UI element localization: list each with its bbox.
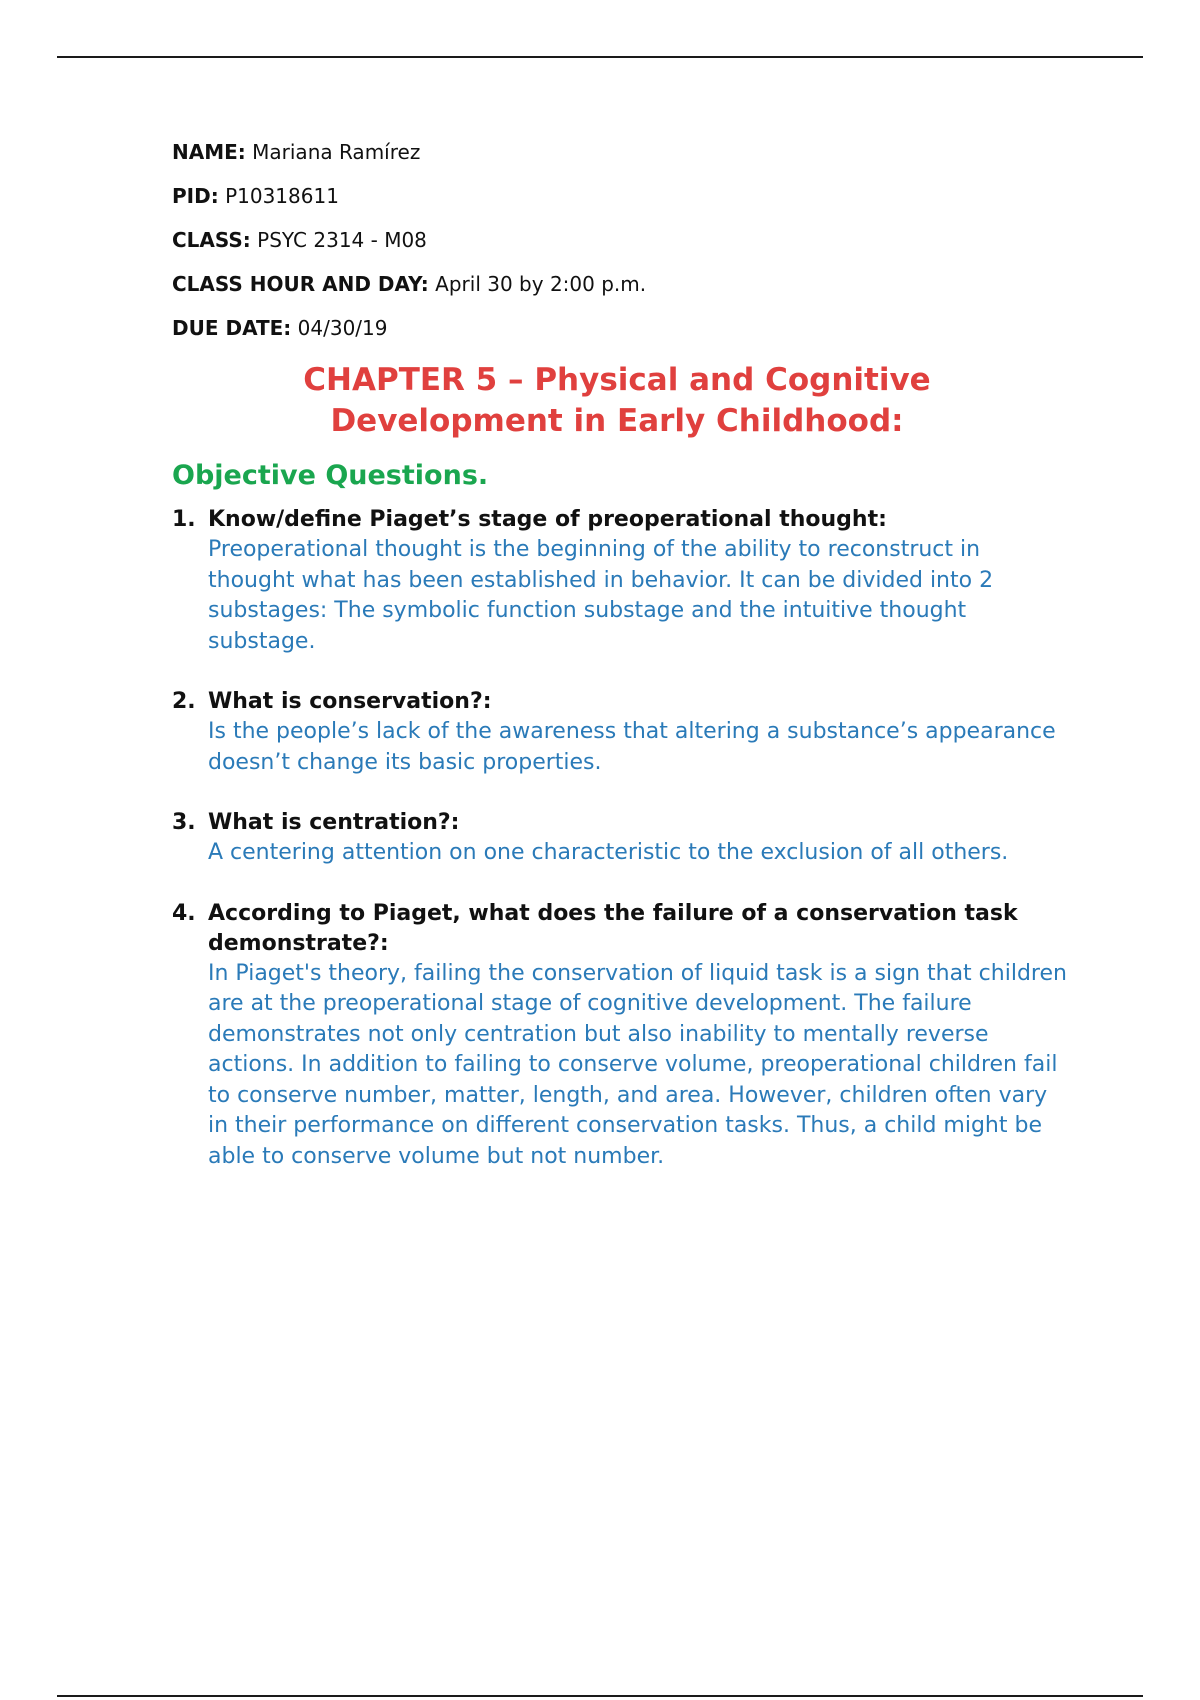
class-field bbox=[172, 228, 1072, 252]
question-text: What is centration?: bbox=[208, 810, 460, 835]
question-number: 4. bbox=[172, 900, 196, 926]
name-value: Mariana Ramírez bbox=[252, 140, 421, 164]
question-text: What is conservation?: bbox=[208, 689, 492, 714]
chapter-title-line-1: CHAPTER 5 – Physical and Cognitive bbox=[303, 362, 931, 398]
question-item bbox=[172, 505, 1072, 657]
answer-text: Is the people’s lack of the awareness that altering a substance’s appearance doesn’t change its basic properties. bbox=[208, 719, 1056, 775]
due-date-label: DUE DATE: bbox=[172, 316, 292, 340]
question-text: According to Piaget, what does the failure of a conservation task demonstrate?: bbox=[208, 900, 1018, 956]
question-number: 1. bbox=[172, 507, 196, 532]
pid-value: P10318611 bbox=[225, 184, 339, 208]
top-rule bbox=[57, 56, 1143, 58]
class-label: CLASS: bbox=[172, 228, 251, 252]
class-hour-value: April 30 by 2:00 p.m. bbox=[435, 272, 647, 296]
class-hour-label: CLASS HOUR AND DAY: bbox=[172, 272, 429, 296]
name-field bbox=[172, 140, 1072, 164]
bottom-rule bbox=[57, 1695, 1143, 1697]
class-hour-field bbox=[172, 272, 1072, 296]
question-number: 2. bbox=[172, 689, 196, 714]
due-date-field bbox=[172, 316, 1072, 340]
document-body bbox=[172, 140, 1072, 1202]
question-number: 3. bbox=[172, 810, 196, 835]
question-item bbox=[172, 808, 1072, 869]
chapter-title-line-2: Development in Early Childhood: bbox=[330, 403, 904, 439]
section-heading: Objective Questions. bbox=[172, 460, 489, 491]
pid-field bbox=[172, 184, 1072, 208]
question-list bbox=[172, 505, 1072, 1172]
answer-text: In Piaget's theory, failing the conservation of liquid task is a sign that children are at the preoperational stage of cognitive development. The failure demonstrates not only centration but also inability to mentally reverse actions. In addition to failing to conserve volume, preoperational children fail to conserve number, matter, length, and area. However, children often vary in their performance on different conservation tasks. Thus, a child might be able to conserve volume but not number. bbox=[208, 960, 1067, 1169]
answer-text: A centering attention on one characteristic to the exclusion of all others. bbox=[208, 840, 1009, 865]
chapter-title bbox=[0, 360, 1062, 442]
question-item bbox=[172, 687, 1072, 778]
pid-label: PID: bbox=[172, 184, 219, 208]
answer-text: Preoperational thought is the beginning of the ability to reconstruct in thought what has been established in behavior. It can be divided into 2 substages: The symbolic function substage and the intuitive thought substage. bbox=[208, 537, 994, 654]
question-item bbox=[172, 899, 1072, 1173]
due-date-value: 04/30/19 bbox=[297, 316, 388, 340]
name-label: NAME: bbox=[172, 140, 246, 164]
class-value: PSYC 2314 - M08 bbox=[257, 228, 427, 252]
question-text: Know/define Piaget’s stage of preoperational thought: bbox=[208, 507, 887, 532]
